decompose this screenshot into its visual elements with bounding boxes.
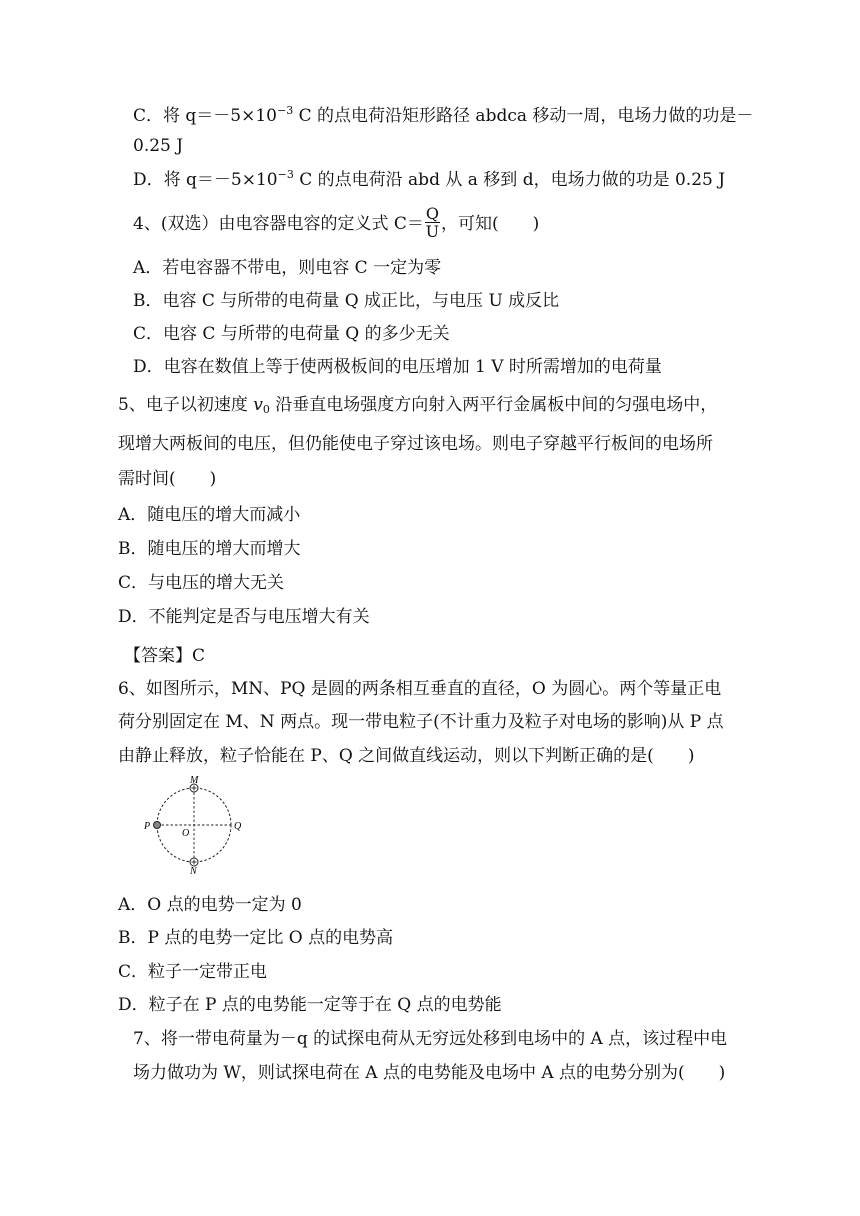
q3-option-c-line1: C．将 $q=-5\times 10^{-3}$ C 的点电荷沿矩形路径 abdca 移动一周，电场力做的功是－: [133, 104, 754, 126]
q7-stem-line1: 7、将一带电荷量为－q 的试探电荷从无穷远处移到电场中的 A 点，该过程中电: [133, 1029, 728, 1049]
circle-diagram: [142, 773, 248, 877]
label-o: O: [182, 828, 190, 839]
q6-option-a: A．O 点的电势一定为 0: [118, 895, 302, 915]
label-m: M: [190, 775, 199, 786]
particle-p-icon: [154, 822, 161, 829]
q5-answer: 【答案】C: [124, 646, 206, 666]
q3-option-d: D．将 $q=-5\times 10^{-3}$ C 的点电荷沿 abd 从 a 移到 d，电场力做的功是 0.25 J: [133, 168, 726, 190]
q6-stem-line1: 6、如图所示，MN、PQ 是圆的两条相互垂直的直径，O 为圆心。两个等量正电: [118, 679, 722, 699]
capacitance-fraction: $\frac{Q}{U}$: [425, 204, 440, 241]
q5-stem-line1: 5、电子以初速度 $v_0$ 沿垂直电场强度方向射入两平行金属板中间的匀强电场中，: [118, 395, 718, 416]
q6-stem-line3: 由静止释放，粒子恰能在 P、Q 之间做直线运动，则以下判断正确的是( ): [118, 746, 695, 766]
q5-option-d: D．不能判定是否与电压增大有关: [118, 607, 370, 627]
q6-option-c: C．粒子一定带正电: [118, 962, 268, 982]
charge-n-icon: [190, 858, 198, 866]
label-n: N: [190, 866, 197, 877]
q6-option-b: B．P 点的电势一定比 O 点的电势高: [118, 928, 394, 948]
q4-option-a: A．若电容器不带电，则电容 C 一定为零: [133, 258, 442, 278]
q7-stem-line2: 场力做功为 W，则试探电荷在 A 点的电势能及电场中 A 点的电势分别为( ): [133, 1063, 726, 1083]
q5-stem-line2: 现增大两板间的电压，但仍能使电子穿过该电场。则电子穿越平行板间的电场所: [118, 434, 713, 454]
q5-option-b: B．随电压的增大而增大: [118, 539, 301, 559]
q4-stem: 4、(双选）由电容器电容的定义式 C＝ $\frac{Q}{U}$ ，可知( ): [133, 204, 540, 241]
q4-option-b: B．电容 C 与所带的电荷量 Q 成正比，与电压 U 成反比: [133, 291, 560, 311]
q4-option-c: C．电容 C 与所带的电荷量 Q 的多少无关: [133, 324, 450, 344]
q5-option-c: C．与电压的增大无关: [118, 573, 285, 593]
q4-option-d: D．电容在数值上等于使两极板间的电压增加 1 V 时所需增加的电荷量: [133, 357, 662, 377]
q5-option-a: A．随电压的增大而减小: [118, 505, 301, 525]
q6-option-d: D．粒子在 P 点的电势能一定等于在 Q 点的电势能: [118, 995, 502, 1015]
q6-stem-line2: 荷分别固定在 M、N 两点。现一带电粒子(不计重力及粒子对电场的影响)从 P 点: [118, 712, 724, 732]
q5-stem-line3: 需时间( ): [118, 469, 217, 489]
label-p: P: [144, 821, 151, 832]
q3-option-c-line2: 0.25 J: [133, 136, 184, 156]
label-q: Q: [234, 821, 242, 832]
